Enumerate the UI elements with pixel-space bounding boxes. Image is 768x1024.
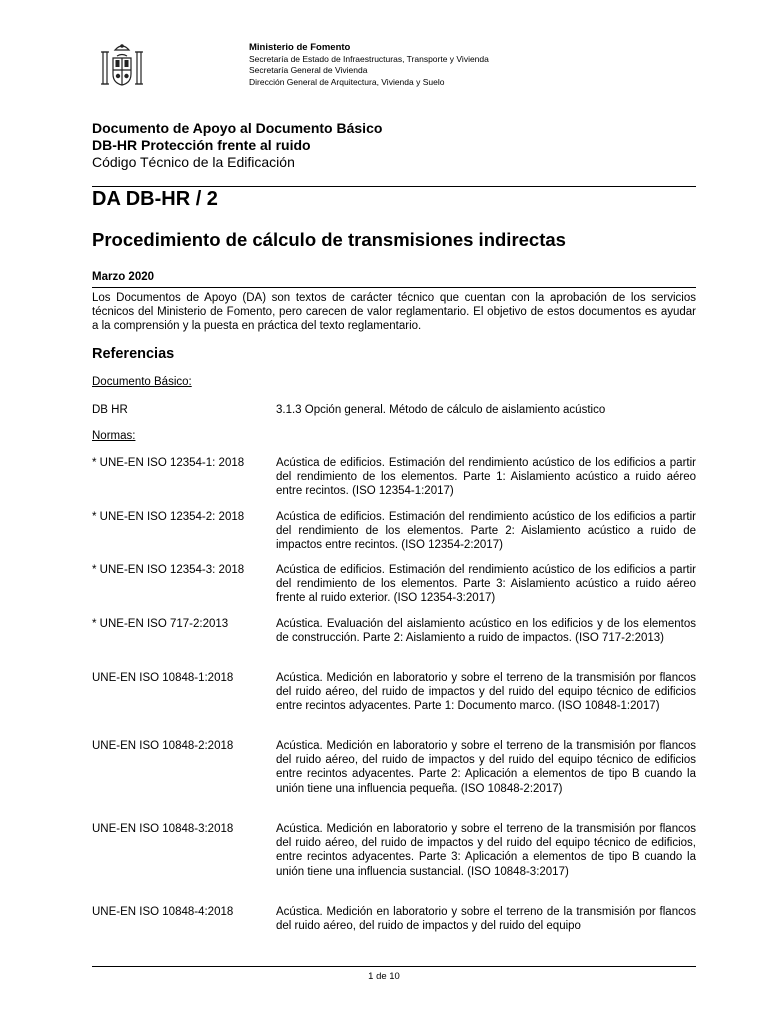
- page-number: 1 de 10: [368, 971, 400, 982]
- document-basic: DB-HR Protección frente al ruido: [92, 137, 311, 153]
- reference-code: UNE-EN ISO 10848-3:2018: [92, 823, 234, 835]
- divider: [92, 186, 696, 187]
- ministry-header: [249, 42, 489, 88]
- reference-code: * UNE-EN ISO 12354-1: 2018: [92, 457, 245, 469]
- ministry-line: Dirección General de Arquitectura, Vivienda y Suelo: [249, 76, 445, 87]
- document-code-name: Código Técnico de la Edificación: [92, 154, 295, 170]
- reference-description: Acústica. Medición en laboratorio y sobre el terreno de la transmisión por flancos del ruido aéreo, del ruido de impactos y del ruido del equipo técnico de edificios entre recintos adyacentes. Parte 2: Aplicación a elementos de tipo B cuando la unión tiene una influencia pequeña. (ISO 10848-2:2017): [276, 740, 696, 795]
- divider: [92, 287, 696, 288]
- reference-description: Acústica de edificios. Estimación del rendimiento acústico de los edificios a partir del rendimiento de los elementos. Parte 3: Aislamiento acústico a ruido aéreo frente al ruido exterior. (ISO 12354-3:2017): [276, 564, 696, 605]
- footer-divider: [92, 966, 696, 967]
- document-code: DA DB-HR / 2: [92, 188, 218, 210]
- reference-description: Acústica de edificios. Estimación del rendimiento acústico de los edificios a partir del rendimiento de los elementos. Parte 2: Aislamiento acústico a ruido de impactos entre recintos. (ISO 12354-2:2017): [276, 511, 696, 552]
- basic-document-label: Documento Básico:: [92, 376, 192, 388]
- reference-code: DB HR: [92, 404, 128, 416]
- ministry-line: Secretaría General de Vivienda: [249, 65, 368, 76]
- reference-description: 3.1.3 Opción general. Método de cálculo de aislamiento acústico: [276, 404, 606, 416]
- reference-description: Acústica. Evaluación del aislamiento acústico en los edificios y de los elementos de construcción. Parte 2: Aislamiento a ruido de impactos. (ISO 717-2:2013): [276, 618, 696, 645]
- ministry-name: Ministerio de Fomento: [249, 42, 351, 53]
- document-title: Procedimiento de cálculo de transmisiones indirectas: [92, 229, 566, 250]
- reference-description: Acústica. Medición en laboratorio y sobre el terreno de la transmisión por flancos del ruido aéreo, del ruido de impactos y del ruido del equipo técnico de edificios entre recintos adyacentes. Parte 1: Documento marco. (ISO 10848-1:2017): [276, 672, 696, 713]
- reference-code: UNE-EN ISO 10848-2:2018: [92, 740, 234, 752]
- intro-paragraph: Los Documentos de Apoyo (DA) son textos de carácter técnico que cuentan con la aprobación de los servicios técnicos del Ministerio de Fomento, pero carecen de valor reglamentario. El objetivo de estos documentos es ayudar a la comprensión y la puesta en práctica del texto reglamentario.: [92, 292, 696, 333]
- reference-code: UNE-EN ISO 10848-4:2018: [92, 906, 234, 918]
- document-heading: [92, 120, 382, 171]
- reference-code: * UNE-EN ISO 12354-2: 2018: [92, 511, 245, 523]
- reference-description: Acústica. Medición en laboratorio y sobre el terreno de la transmisión por flancos del ruido aéreo, del ruido de impactos y del ruido del equipo técnico de edificios, entre recintos adyacentes. Parte 3: Aplicación a elementos de tipo B cuando la unión tiene una influencia sustancial. (ISO 10848-3:2017): [276, 823, 696, 878]
- norms-label: Normas:: [92, 430, 136, 442]
- document-date: Marzo 2020: [92, 271, 155, 283]
- reference-code: * UNE-EN ISO 12354-3: 2018: [92, 564, 245, 576]
- reference-code: UNE-EN ISO 10848-1:2018: [92, 672, 234, 684]
- reference-description: Acústica de edificios. Estimación del rendimiento acústico de los edificios a partir del rendimiento de los elementos. Parte 1: Aislamiento acústico a ruido aéreo entre recintos. (ISO 12354-1:2017): [276, 457, 696, 498]
- document-type: Documento de Apoyo al Documento Básico: [92, 120, 383, 136]
- reference-description: Acústica. Medición en laboratorio y sobre el terreno de la transmisión por flancos del ruido aéreo, del ruido de impactos y del ruido del equipo: [276, 906, 696, 933]
- coat-of-arms-logo: [96, 40, 148, 92]
- reference-code: * UNE-EN ISO 717-2:2013: [92, 618, 229, 630]
- ministry-line: Secretaría de Estado de Infraestructuras, Transporte y Vivienda: [249, 54, 489, 65]
- references-heading: Referencias: [92, 346, 175, 362]
